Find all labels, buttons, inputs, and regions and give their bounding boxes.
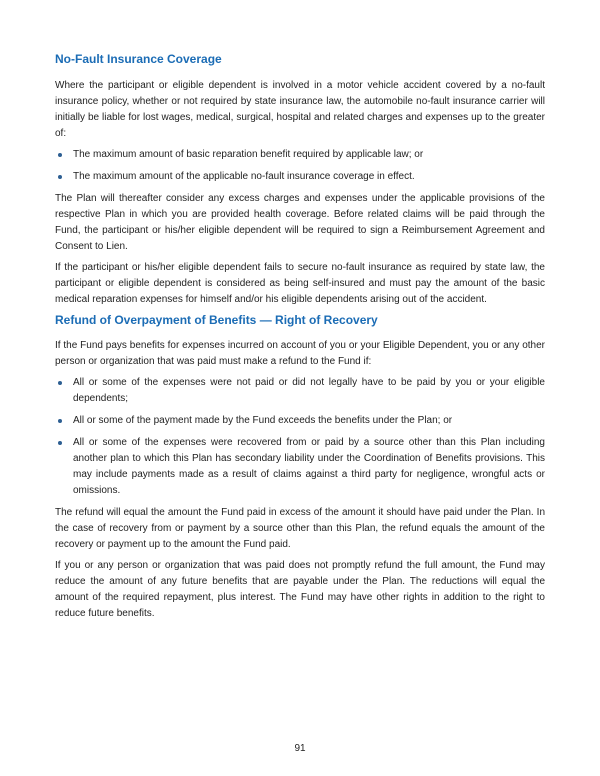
bullet-icon [58,381,62,385]
section-heading-refund: Refund of Overpayment of Benefits — Right of Recovery [55,313,378,327]
bullet-text: All or some of the expenses were recovered from or paid by a source other than this Plan including another plan to which this Plan has secondary liability under the Coordination of Benefits provisions. This may include payments made as a result of claims against a third party for negligence, wrongful acts or omissions. [73,437,545,496]
section-refund-of-overpayment [55,313,545,622]
refund-bullet-list [55,375,545,499]
bullet-item [55,375,545,407]
paragraph-refund-amount: The refund will equal the amount the Fund paid in excess of the amount it should have paid under the Plan. In the case of recovery from or payment by a source other than this Plan, the refund equals the amount of the recovery or payment up to the amount the Fund paid. [55,507,545,550]
page-number: 91 [294,743,306,754]
bullet-icon [58,153,62,157]
page-footer [0,742,600,756]
bullet-icon [58,175,62,179]
section-heading-no-fault: No-Fault Insurance Coverage [55,52,222,66]
bullet-text: All or some of the payment made by the Fund exceeds the benefits under the Plan; or [73,415,453,426]
bullet-item [55,147,545,163]
bullet-item [55,435,545,499]
bullet-text: All or some of the expenses were not paid or did not legally have to be paid by you or your eligible dependents; [73,377,545,404]
bullet-item [55,169,545,185]
section-no-fault-insurance-coverage [55,52,545,308]
paragraph-self-insured: If the participant or his/her eligible dependent fails to secure no-fault insurance as required by state law, the participant or eligible dependent is considered as being self-insured and must pay the amount of the basic medical reparation expenses for himself and/or his eligible dependents arising out of the accident. [55,262,545,305]
paragraph-no-fault-intro: Where the participant or eligible dependent is involved in a motor vehicle accident covered by a no-fault insurance policy, whether or not required by state insurance law, the automobile no-fault insurance carrier will initially be liable for lost wages, medical, surgical, hospital and related charges and expenses up to the greater of: [55,80,545,139]
paragraph-plan-excess-charges: The Plan will thereafter consider any excess charges and expenses under the applicable provisions of the respective Plan in which you are provided health coverage. Before related claims will be paid through the Fund, the participant or his/her eligible dependent will be required to sign a Reimbursement Agreement and Consent to Lien. [55,193,545,252]
bullet-item [55,413,545,429]
paragraph-reduce-future-benefits: If you or any person or organization that was paid does not promptly refund the full amount, the Fund may reduce the amount of any future benefits that are payable under the Plan. The reductions will equal the amount of the required repayment, plus interest. The Fund may have other rights in addition to the right to reduce future benefits. [55,560,545,619]
bullet-icon [58,441,62,445]
paragraph-refund-intro: If the Fund pays benefits for expenses incurred on account of you or your Eligible Dependent, you or any other person or organization that was paid must make a refund to the Fund if: [55,340,545,367]
bullet-text: The maximum amount of basic reparation benefit required by applicable law; or [73,149,424,160]
no-fault-bullet-list [55,147,545,185]
bullet-text: The maximum amount of the applicable no-fault insurance coverage in effect. [73,171,415,182]
bullet-icon [58,419,62,423]
